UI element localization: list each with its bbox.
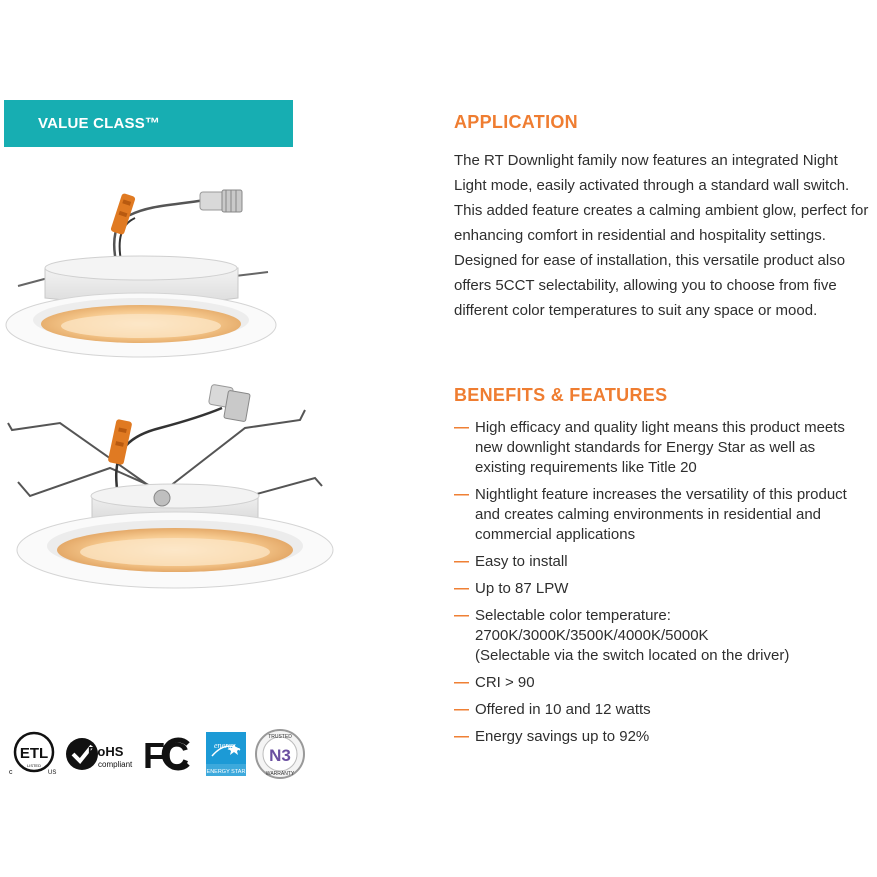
rohs-sub: compliant: [98, 760, 133, 769]
list-item: [454, 606, 864, 666]
benefit-text: Selectable color temperature: 2700K/3000K/3500K/4000K/5000K (Selectable via the switch located on the driver): [475, 607, 790, 664]
downlight-product-image-bottom: [0, 378, 340, 608]
etl-listed-icon: [6, 730, 62, 776]
benefit-text: CRI > 90: [475, 674, 535, 691]
benefit-text: Nightlight feature increases the versatility of this product and creates calming environments in residential and commercial applications: [475, 486, 847, 543]
benefit-text: Energy savings up to 92%: [475, 728, 650, 745]
benefit-text: Easy to install: [475, 553, 568, 570]
energy-star-script: energy: [214, 741, 236, 750]
list-item: [454, 485, 864, 545]
list-item: [454, 579, 864, 599]
etl-c: c: [9, 769, 13, 776]
banner-label: VALUE CLASS™: [38, 115, 161, 132]
value-class-banner: [4, 100, 293, 147]
etl-us: US: [48, 770, 57, 776]
benefit-text: Up to 87 LPW: [475, 580, 569, 597]
list-item: [454, 552, 864, 572]
rohs-compliant-icon: [64, 734, 136, 774]
application-heading: APPLICATION: [454, 112, 578, 132]
dash-bullet: —: [454, 486, 469, 503]
benefit-text: Offered in 10 and 12 watts: [475, 701, 651, 718]
dash-bullet: —: [454, 580, 469, 597]
etl-mark: ETL: [19, 745, 49, 762]
list-item: [454, 418, 864, 478]
dash-bullet: —: [454, 674, 469, 691]
list-item: [454, 700, 864, 720]
etl-listed-text: LISTED: [26, 763, 42, 768]
rohs-mark: RoHS: [88, 744, 124, 759]
dash-bullet: —: [454, 701, 469, 718]
application-body: The RT Downlight family now features an integrated Night Light mode, easily activated through a standard wall switch. This added feature creates a calming ambient glow, perfect for enhancing comfort in residential and hospitality settings. Designed for ease of installation, this versatile product also offers 5CCT selectability, allowing you to choose from five different color temperatures to suit any space or mood.: [454, 152, 869, 319]
downlight-product-image-top: [0, 160, 300, 360]
warranty-mark: N3: [269, 746, 291, 765]
dash-bullet: —: [454, 419, 469, 436]
benefit-text: High efficacy and quality light means this product meets new downlight standards for Energy Star as well as existing requirements like Title 20: [475, 419, 845, 476]
benefits-list: [454, 418, 864, 754]
list-item: [454, 727, 864, 747]
energy-star-label: ENERGY STAR: [206, 769, 246, 775]
dash-bullet: —: [454, 553, 469, 570]
fcc-mark: FC: [143, 735, 187, 774]
energy-star-icon: [206, 732, 246, 776]
warranty-top-text: TRUSTED: [268, 734, 292, 740]
benefits-heading: BENEFITS & FEATURES: [454, 385, 668, 405]
fcc-icon: [142, 734, 194, 774]
list-item: [454, 673, 864, 693]
dash-bullet: —: [454, 728, 469, 745]
trusted-warranty-badge-icon: [254, 728, 306, 780]
dash-bullet: —: [454, 607, 469, 624]
certification-logos: [4, 728, 304, 778]
warranty-bottom-text: WARRANTY: [265, 771, 295, 777]
